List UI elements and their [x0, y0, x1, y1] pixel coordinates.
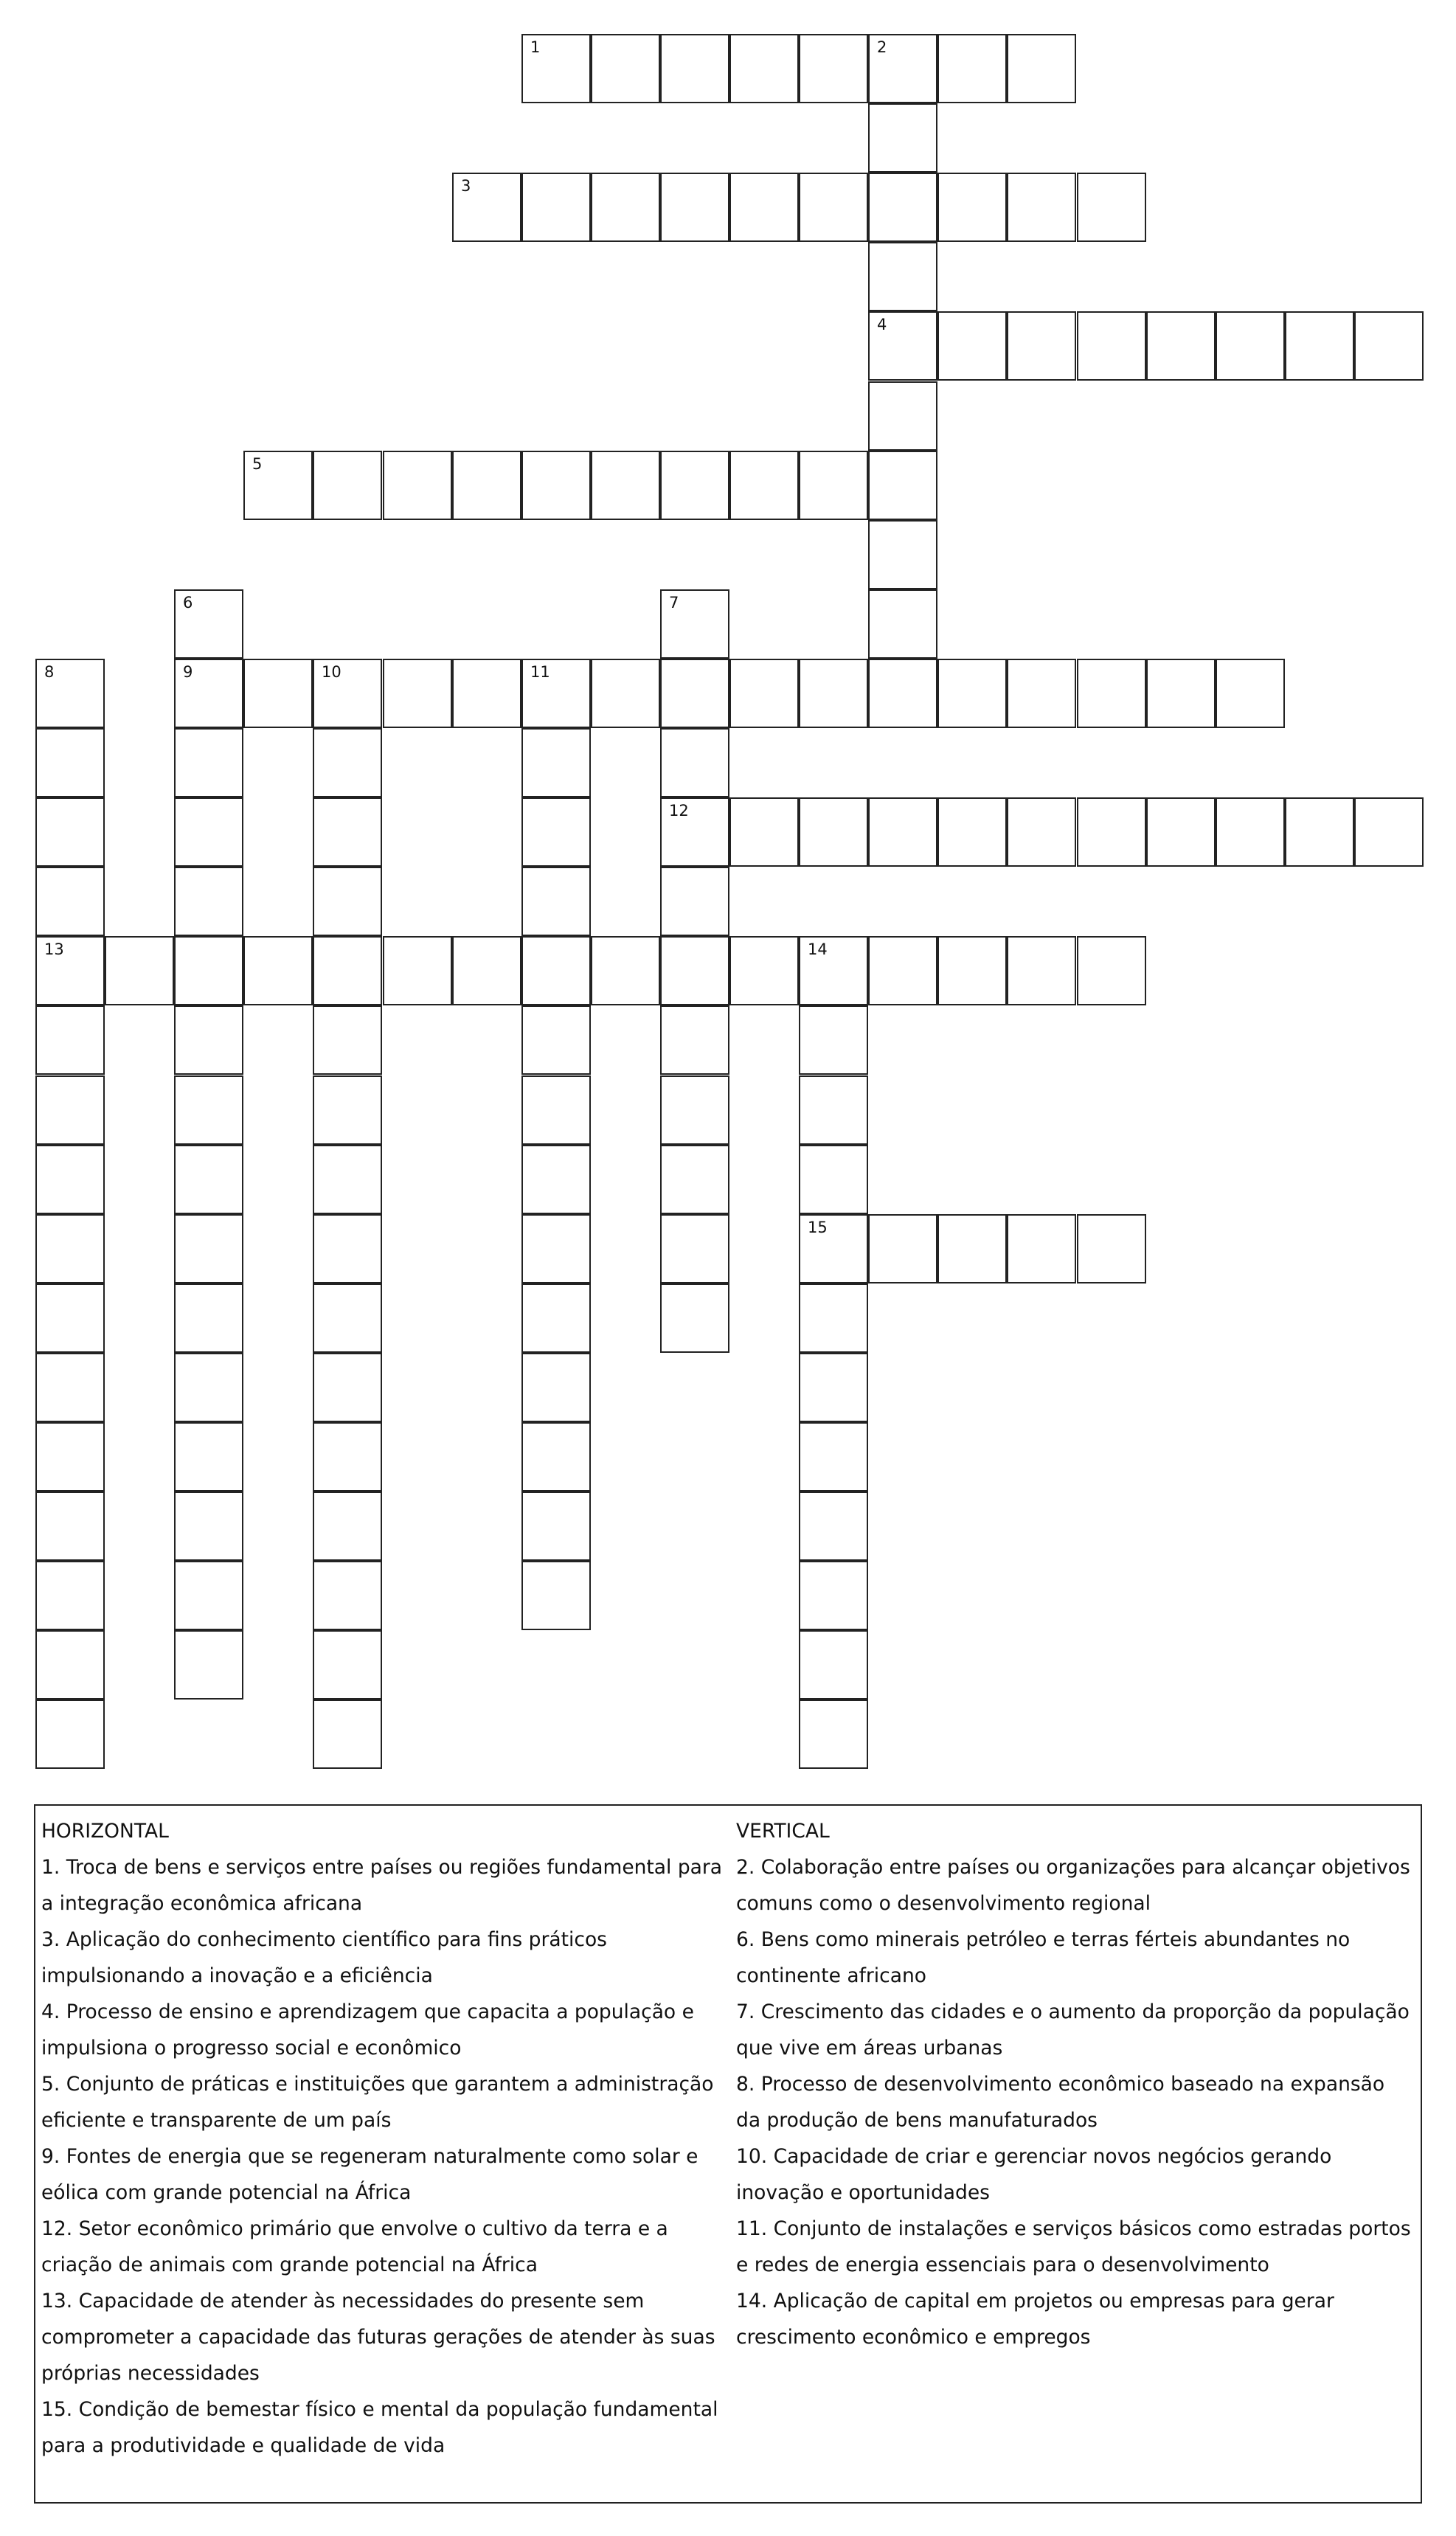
crossword-cell[interactable]: [35, 659, 105, 728]
crossword-cell[interactable]: [243, 936, 313, 1005]
crossword-cell[interactable]: [452, 936, 521, 1005]
crossword-cell[interactable]: [591, 936, 660, 1005]
crossword-cell[interactable]: [1007, 936, 1076, 1005]
crossword-cell[interactable]: [799, 1145, 868, 1214]
clue-number: 5: [252, 455, 263, 473]
crossword-cell[interactable]: [660, 728, 729, 797]
crossword-cell[interactable]: [660, 797, 729, 867]
crossword-cell[interactable]: [660, 867, 729, 936]
crossword-cell[interactable]: [35, 1630, 105, 1700]
crossword-cell[interactable]: [452, 173, 521, 242]
crossword-cell[interactable]: [174, 659, 243, 728]
crossword-cell[interactable]: [868, 1214, 937, 1283]
crossword-cell[interactable]: [1146, 797, 1216, 867]
crossword-cell[interactable]: [313, 1422, 382, 1492]
crossword-cell[interactable]: [799, 34, 868, 103]
clue-vertical-14: 14. Aplicação de capital em projetos ou empresas para gerar crescimento econômico e empregos: [736, 2290, 1334, 2349]
clue-number: 10: [322, 663, 342, 681]
clue-number: 15: [808, 1219, 828, 1236]
clue-number: 14: [808, 940, 828, 958]
crossword-cell[interactable]: [174, 1283, 243, 1353]
crossword-cell[interactable]: [1077, 659, 1146, 728]
crossword-cell[interactable]: [799, 451, 868, 520]
crossword-cell[interactable]: [313, 1145, 382, 1214]
crossword-cell[interactable]: [313, 1005, 382, 1075]
crossword-cell[interactable]: [729, 173, 799, 242]
clue-number: 12: [669, 802, 689, 820]
crossword-cell[interactable]: [521, 797, 591, 867]
horizontal-clues-column: [41, 1813, 727, 2464]
crossword-cell[interactable]: [521, 1145, 591, 1214]
crossword-cell[interactable]: [35, 1145, 105, 1214]
clue-number: 3: [461, 177, 471, 195]
crossword-cell[interactable]: [174, 1005, 243, 1075]
clue-number: 2: [877, 38, 887, 56]
crossword-cell[interactable]: [35, 1422, 105, 1492]
crossword-cell[interactable]: [35, 1492, 105, 1561]
crossword-cell[interactable]: [521, 728, 591, 797]
crossword-cell[interactable]: [591, 173, 660, 242]
crossword-cell[interactable]: [521, 1422, 591, 1492]
crossword-cell[interactable]: [174, 936, 243, 1005]
crossword-cell[interactable]: [868, 520, 937, 589]
clue-horizontal-15: 15. Condição de bemestar físico e mental da população fundamental para a produtividade e qualidade de vida: [41, 2398, 718, 2457]
crossword-cell[interactable]: [937, 659, 1007, 728]
crossword-cell[interactable]: [868, 311, 937, 381]
crossword-cell[interactable]: [799, 1492, 868, 1561]
crossword-cell[interactable]: [243, 451, 313, 520]
clue-number: 8: [44, 663, 55, 681]
crossword-cell[interactable]: [313, 1353, 382, 1422]
clue-number: 13: [44, 940, 64, 958]
crossword-cell[interactable]: [1007, 659, 1076, 728]
crossword-cell[interactable]: [521, 451, 591, 520]
crossword-cell[interactable]: [174, 728, 243, 797]
crossword-cell[interactable]: [1146, 311, 1216, 381]
clue-vertical-10: 10. Capacidade de criar e gerenciar novos negócios gerando inovação e oportunidades: [736, 2145, 1332, 2204]
crossword-cell[interactable]: [799, 1561, 868, 1630]
crossword-cell[interactable]: [313, 1630, 382, 1700]
crossword-cell[interactable]: [105, 936, 174, 1005]
vertical-clues-column: [736, 1813, 1415, 2355]
crossword-cell[interactable]: [1007, 797, 1076, 867]
clues-box: [34, 1804, 1422, 2504]
crossword-cell[interactable]: [174, 797, 243, 867]
clue-number: 4: [877, 316, 887, 333]
crossword-cell[interactable]: [174, 1353, 243, 1422]
crossword-cell[interactable]: [729, 936, 799, 1005]
clue-number: 7: [669, 594, 679, 612]
crossword-cell[interactable]: [174, 1422, 243, 1492]
crossword-cell[interactable]: [521, 1005, 591, 1075]
crossword-cell[interactable]: [383, 659, 452, 728]
crossword-cell[interactable]: [799, 1005, 868, 1075]
crossword-cell[interactable]: [799, 659, 868, 728]
crossword-cell[interactable]: [1077, 311, 1146, 381]
crossword-cell[interactable]: [313, 728, 382, 797]
crossword-cell[interactable]: [174, 867, 243, 936]
crossword-cell[interactable]: [799, 1075, 868, 1145]
crossword-cell[interactable]: [521, 1353, 591, 1422]
clue-number: 1: [530, 38, 541, 56]
clue-vertical-8: 8. Processo de desenvolvimento econômico baseado na expansão da produção de bens manufaturados: [736, 2073, 1385, 2132]
crossword-cell[interactable]: [868, 451, 937, 520]
crossword-cell[interactable]: [660, 589, 729, 659]
crossword-cell[interactable]: [313, 797, 382, 867]
clue-horizontal-1: 1. Troca de bens e serviços entre países ou regiões fundamental para a integração econômica africana: [41, 1856, 723, 1915]
clue-horizontal-9: 9. Fontes de energia que se regeneram naturalmente como solar e eólica com grande potencial na África: [41, 2145, 698, 2204]
crossword-cell[interactable]: [521, 867, 591, 936]
crossword-cell[interactable]: [521, 1283, 591, 1353]
crossword-cell[interactable]: [313, 936, 382, 1005]
crossword-cell[interactable]: [799, 1700, 868, 1769]
crossword-cell[interactable]: [1285, 311, 1354, 381]
crossword-cell[interactable]: [937, 311, 1007, 381]
crossword-cell[interactable]: [521, 659, 591, 728]
clue-vertical-2: 2. Colaboração entre países ou organizações para alcançar objetivos comuns como o desenvolvimento regional: [736, 1856, 1410, 1915]
clue-horizontal-4: 4. Processo de ensino e aprendizagem que capacita a população e impulsiona o progresso social e econômico: [41, 2000, 694, 2059]
crossword-cell[interactable]: [35, 1214, 105, 1283]
crossword-cell[interactable]: [799, 1353, 868, 1422]
crossword-cell[interactable]: [868, 103, 937, 173]
crossword-cell[interactable]: [660, 1005, 729, 1075]
crossword-cell[interactable]: [521, 1492, 591, 1561]
crossword-cell[interactable]: [660, 451, 729, 520]
clue-horizontal-3: 3. Aplicação do conhecimento científico para fins práticos impulsionando a inovação e a eficiência: [41, 1928, 607, 1987]
crossword-cell[interactable]: [1146, 659, 1216, 728]
clue-horizontal-5: 5. Conjunto de práticas e instituições que garantem a administração eficiente e transparente de um país: [41, 2073, 714, 2132]
clue-number: 11: [530, 663, 550, 681]
crossword-cell[interactable]: [868, 173, 937, 242]
crossword-cell[interactable]: [35, 1700, 105, 1769]
crossword-cell[interactable]: [937, 797, 1007, 867]
crossword-cell[interactable]: [313, 451, 382, 520]
crossword-cell[interactable]: [521, 936, 591, 1005]
crossword-cell[interactable]: [868, 242, 937, 311]
crossword-cell[interactable]: [521, 1075, 591, 1145]
crossword-cell[interactable]: [452, 659, 521, 728]
crossword-cell[interactable]: [521, 1214, 591, 1283]
crossword-cell[interactable]: [868, 659, 937, 728]
crossword-cell[interactable]: [660, 1075, 729, 1145]
clue-number: 9: [183, 663, 193, 681]
crossword-cell[interactable]: [383, 936, 452, 1005]
crossword-cell[interactable]: [174, 589, 243, 659]
crossword-cell[interactable]: [868, 589, 937, 659]
crossword-cell[interactable]: [591, 34, 660, 103]
crossword-cell[interactable]: [660, 1145, 729, 1214]
crossword-cell[interactable]: [660, 173, 729, 242]
crossword-cell[interactable]: [521, 1561, 591, 1630]
crossword-cell[interactable]: [313, 1492, 382, 1561]
crossword-cell[interactable]: [729, 34, 799, 103]
clue-vertical-6: 6. Bens como minerais petróleo e terras férteis abundantes no continente africano: [736, 1928, 1351, 1987]
crossword-cell[interactable]: [35, 1075, 105, 1145]
crossword-cell[interactable]: [799, 1630, 868, 1700]
crossword-cell[interactable]: [313, 1075, 382, 1145]
crossword-cell[interactable]: [868, 34, 937, 103]
crossword-cell[interactable]: [660, 936, 729, 1005]
crossword-cell[interactable]: [1007, 34, 1076, 103]
crossword-cell[interactable]: [243, 659, 313, 728]
crossword-cell[interactable]: [35, 728, 105, 797]
crossword-cell[interactable]: [1007, 1214, 1076, 1283]
crossword-cell[interactable]: [521, 34, 591, 103]
crossword-cell[interactable]: [1285, 797, 1354, 867]
crossword-cell[interactable]: [174, 1145, 243, 1214]
crossword-cell[interactable]: [35, 1005, 105, 1075]
crossword-cell[interactable]: [799, 797, 868, 867]
crossword-cell[interactable]: [591, 659, 660, 728]
crossword-cell[interactable]: [313, 1214, 382, 1283]
clue-vertical-7: 7. Crescimento das cidades e o aumento da proporção da população que vive em áreas urbanas: [736, 2000, 1410, 2059]
crossword-cell[interactable]: [313, 1283, 382, 1353]
clue-horizontal-13: 13. Capacidade de atender às necessidades do presente sem comprometer a capacidade das futuras gerações de atender às suas próprias necessidades: [41, 2290, 715, 2385]
crossword-cell[interactable]: [174, 1075, 243, 1145]
crossword-cell[interactable]: [729, 451, 799, 520]
crossword-cell[interactable]: [868, 936, 937, 1005]
crossword-cell[interactable]: [937, 936, 1007, 1005]
crossword-cell[interactable]: [35, 1283, 105, 1353]
crossword-cell[interactable]: [1007, 173, 1076, 242]
crossword-cell[interactable]: [313, 1700, 382, 1769]
crossword-cell[interactable]: [174, 1492, 243, 1561]
clue-horizontal-12: 12. Setor econômico primário que envolve o cultivo da terra e a criação de animais com grande potencial na África: [41, 2217, 668, 2276]
crossword-cell[interactable]: [1007, 311, 1076, 381]
crossword-cell[interactable]: [660, 34, 729, 103]
crossword-cell[interactable]: [1216, 797, 1285, 867]
crossword-cell[interactable]: [937, 1214, 1007, 1283]
crossword-cell[interactable]: [35, 1561, 105, 1630]
crossword-cell[interactable]: [729, 797, 799, 867]
crossword-cell[interactable]: [1216, 659, 1285, 728]
crossword-cell[interactable]: [660, 659, 729, 728]
crossword-cell[interactable]: [521, 173, 591, 242]
crossword-cell[interactable]: [660, 1283, 729, 1353]
clue-number: 6: [183, 594, 193, 612]
crossword-cell[interactable]: [799, 1283, 868, 1353]
crossword-cell[interactable]: [174, 1630, 243, 1700]
crossword-cell[interactable]: [35, 797, 105, 867]
crossword-cell[interactable]: [1077, 797, 1146, 867]
crossword-cell[interactable]: [1077, 936, 1146, 1005]
vertical-heading: VERTICAL: [736, 1820, 830, 1843]
crossword-cell[interactable]: [313, 867, 382, 936]
crossword-cell[interactable]: [799, 936, 868, 1005]
crossword-cell[interactable]: [799, 173, 868, 242]
crossword-cell[interactable]: [868, 797, 937, 867]
crossword-cell[interactable]: [452, 451, 521, 520]
crossword-cell[interactable]: [937, 34, 1007, 103]
crossword-cell[interactable]: [35, 936, 105, 1005]
crossword-cell[interactable]: [1354, 797, 1424, 867]
crossword-cell[interactable]: [868, 381, 937, 451]
crossword-cell[interactable]: [35, 1353, 105, 1422]
crossword-cell[interactable]: [937, 173, 1007, 242]
crossword-cell[interactable]: [1077, 173, 1146, 242]
crossword-cell[interactable]: [729, 659, 799, 728]
crossword-cell[interactable]: [799, 1214, 868, 1283]
crossword-cell[interactable]: [591, 451, 660, 520]
crossword-cell[interactable]: [174, 1214, 243, 1283]
crossword-cell[interactable]: [1077, 1214, 1146, 1283]
crossword-cell[interactable]: [1216, 311, 1285, 381]
crossword-cell[interactable]: [174, 1561, 243, 1630]
crossword-cell[interactable]: [799, 1422, 868, 1492]
horizontal-heading: HORIZONTAL: [41, 1820, 169, 1843]
crossword-cell[interactable]: [660, 1214, 729, 1283]
crossword-cell[interactable]: [383, 451, 452, 520]
crossword-cell[interactable]: [1354, 311, 1424, 381]
crossword-cell[interactable]: [35, 867, 105, 936]
crossword-cell[interactable]: [313, 659, 382, 728]
clue-vertical-11: 11. Conjunto de instalações e serviços básicos como estradas portos e redes de energia essenciais para o desenvolvimento: [736, 2217, 1411, 2276]
crossword-cell[interactable]: [313, 1561, 382, 1630]
